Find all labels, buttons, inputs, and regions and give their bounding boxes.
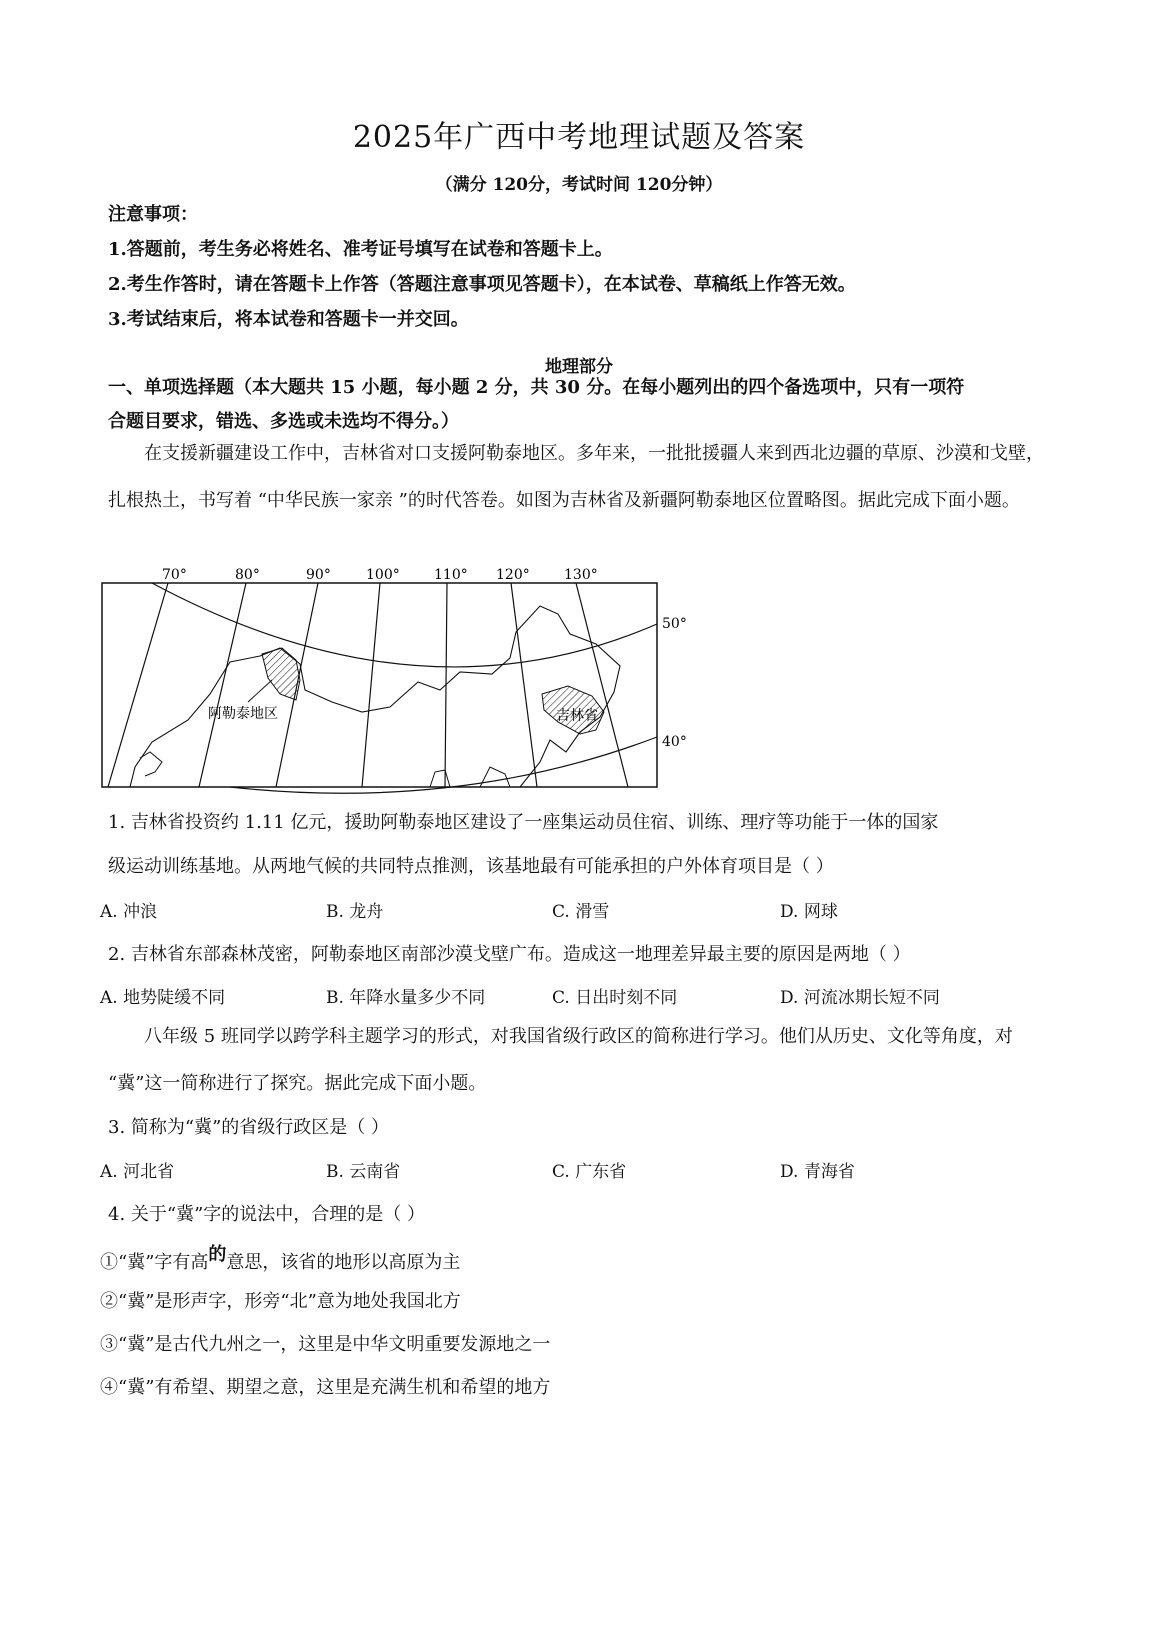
altay-region [262, 648, 300, 700]
lon-label: 100° [366, 567, 400, 583]
location-map [100, 562, 700, 794]
graticule [108, 583, 657, 793]
q1-option-b: B. 龙舟 [326, 902, 384, 922]
question-1-cont: 级运动训练基地。从两地气候的共同特点推测，该基地最有可能承担的户外体育项目是（ ） [108, 856, 834, 877]
q3-option-b: B. 云南省 [326, 1162, 401, 1182]
lon-label: 80° [235, 567, 260, 583]
lat-label: 40° [662, 734, 687, 750]
lat-label: 50° [662, 616, 687, 632]
coast [140, 752, 510, 787]
lon-label: 120° [496, 567, 530, 583]
passage-ji: 八年级 5 班同学以跨学科主题学习的形式，对我国省级行政区的简称进行学习。他们从历史、文化等角度，对 “冀”这一简称进行了探究。据此完成下面小题。 [108, 1026, 1013, 1094]
map-frame [102, 583, 657, 787]
lon-label: 70° [162, 567, 187, 583]
statement-1 [100, 1244, 461, 1274]
part-instructions-cont: 合题目要求，错选、多选或未选均不得分。） [108, 411, 459, 432]
notice-item: 1.答题前，考生务必将姓名、准考证号填写在试卷和答题卡上。 [108, 239, 613, 260]
label-altay: 阿勒泰地区 [208, 706, 278, 722]
q2-option-c: C. 日出时刻不同 [552, 988, 678, 1008]
statement-1-raised-char: 的 [208, 1244, 227, 1265]
question-2: 2. 吉林省东部森林茂密，阿勒泰地区南部沙漠戈壁广布。造成这一地理差异最主要的原因是两地（ ） [108, 944, 911, 965]
statement-4: ④“冀”有希望、期望之意，这里是充满生机和希望的地方 [100, 1377, 551, 1398]
section-title: 地理部分 [545, 357, 613, 377]
q1-option-d: D. 网球 [780, 902, 838, 922]
notice-heading: 注意事项： [108, 204, 198, 225]
statement-1-part: 意思，该省的地形以高原为主 [226, 1252, 461, 1273]
statement-1-part: ①“冀”字有高 [100, 1252, 209, 1273]
lon-label: 90° [306, 567, 331, 583]
lon-label: 110° [434, 567, 468, 583]
q2-option-d: D. 河流冰期长短不同 [780, 988, 940, 1008]
passage-altay-jilin: 在支援新疆建设工作中，吉林省对口支援阿勒泰地区。多年来，一批批援疆人来到西北边疆的草原、沙漠和戈壁，扎根热土，书写着 “中华民族一家亲 ”的时代答卷。如图为吉林省及新疆阿勒泰地区位置略图。据此完成下面小题。 [108, 443, 1044, 511]
exam-info: （满分 120分，考试时间 120分钟） [435, 175, 723, 195]
notice-item: 2.考生作答时，请在答题卡上作答（答题注意事项见答题卡），在本试卷、草稿纸上作答无效。 [108, 274, 856, 295]
notice-item: 3.考试结束后，将本试卷和答题卡一并交回。 [108, 309, 469, 330]
q1-option-c: C. 滑雪 [552, 902, 610, 922]
statement-3: ③“冀”是古代九州之一，这里是中华文明重要发源地之一 [100, 1334, 551, 1355]
question-3: 3. 简称为“冀”的省级行政区是（ ） [108, 1117, 390, 1138]
page-title: 2025年广西中考地理试题及答案 [352, 120, 806, 155]
q2-option-a: A. 地势陡缓不同 [100, 988, 226, 1008]
question-4: 4. 关于“冀”字的说法中，合理的是（ ） [108, 1204, 426, 1225]
q3-option-a: A. 河北省 [100, 1162, 175, 1182]
part-instructions: 一、单项选择题（本大题共 15 小题，每小题 2 分，共 30 分。在每小题列出的四个备选项中，只有一项符 [108, 377, 965, 398]
q3-option-d: D. 青海省 [780, 1162, 855, 1182]
q3-option-c: C. 广东省 [552, 1162, 627, 1182]
question-1: 1. 吉林省投资约 1.11 亿元，援助阿勒泰地区建设了一座集运动员住宿、训练、理疗等功能于一体的国家 [108, 812, 939, 833]
q1-option-a: A. 冲浪 [100, 902, 158, 922]
label-jilin: 吉林省 [556, 708, 598, 724]
lon-label: 130° [564, 567, 598, 583]
statement-2: ②“冀”是形声字，形旁“北”意为地处我国北方 [100, 1291, 461, 1312]
q2-option-b: B. 年降水量多少不同 [326, 988, 486, 1008]
